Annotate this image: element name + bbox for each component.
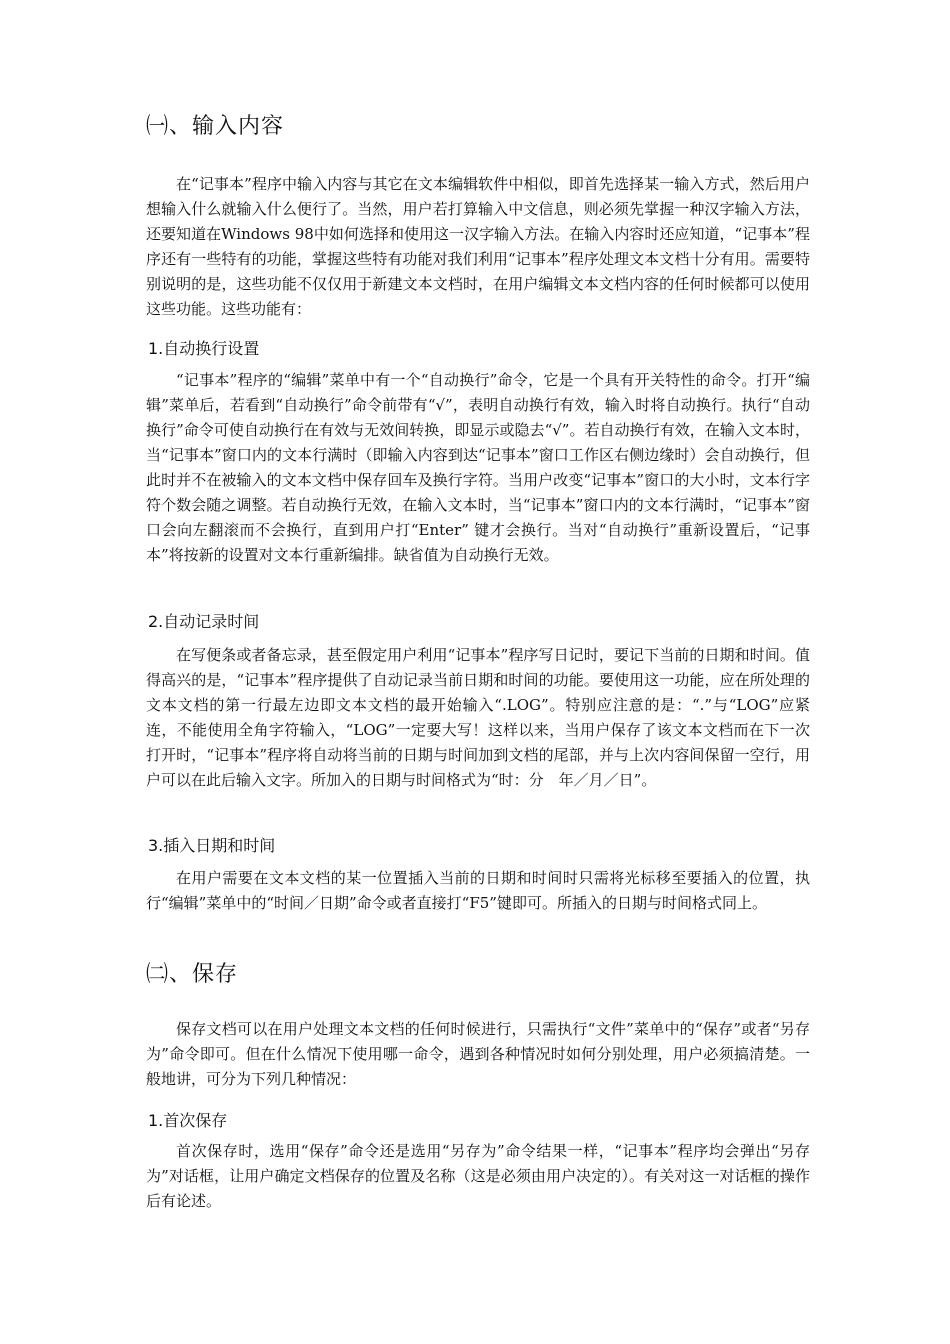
subsection-body-insert-datetime: 在用户需要在文本文档的某一位置插入当前的日期和时间时只需将光标移至要插入的位置，执行“编辑”菜单中的“时间／日期”命令或者直接打“F5”键即可。所插入的日期与时间格式同上。: [146, 869, 810, 912]
subsection-body-autolog: 在写便条或者备忘录，甚至假定用户利用“记事本”程序写日记时，要记下当前的日期和时间。值得高兴的是，“记事本”程序提供了自动记录当前日期和时间的功能。要使用这一功能，应在所处理的文本文档的第一行最左边即文本文档的最开始输入“.LOG”。特别应注意的是：“.”与“LOG”应紧连，不能使用全角字符输入，“LOG”一定要大写！这样以来，当用户保存了该文本文档而在下一次打开时，“记事本”程序将自动将当前的日期与时间加到文档的尾部，并与上次内容间保留一空行，用户可以在此后输入文字。所加入的日期与时间格式为“时：分 年／月／日”。: [146, 646, 810, 789]
subsection-title-first-save: 1.首次保存: [148, 1111, 228, 1130]
subsection-title-autolog: 2.自动记录时间: [148, 612, 260, 631]
subsection-title-insert-datetime: 3.插入日期和时间: [148, 836, 276, 855]
subsection-title-autowrap: 1.自动换行设置: [148, 339, 260, 358]
subsection-body-autowrap: “记事本”程序的“编辑”菜单中有一个“自动换行”命令，它是一个具有开关特性的命令。打开“编辑”菜单后，若看到“自动换行”命令前带有“√”，表明自动换行有效，输入时将自动换行。执行“自动换行”命令可使自动换行在有效与无效间转换，即显示或隐去“√”。若自动换行有效，在输入文本时，当“记事本”窗口内的文本行满时（即输入内容到达“记事本”窗口工作区右侧边缘时）会自动换行，但此时并不在被输入的文本文档中保存回车及换行字符。当用户改变“记事本”窗口的大小时，文本行字符个数会随之调整。若自动换行无效，在输入文本时，当“记事本”窗口内的文本行满时，“记事本”窗口会向左翻滚而不会换行，直到用户打“Enter” 键才会换行。当对“自动换行”重新设置后，“记事本”将按新的设置对文本行重新编排。缺省值为自动换行无效。: [146, 371, 810, 564]
section-intro-save: 保存文档可以在用户处理文本文档的任何时候进行，只需执行“文件”菜单中的“保存”或者“另存为”命令即可。但在什么情况下使用哪一命令，遇到各种情况时如何分别处理，用户必须搞清楚。一般地讲，可分为下列几种情况：: [146, 1020, 810, 1088]
section-intro-input: 在“记事本”程序中输入内容与其它在文本编辑软件中相似，即首先选择某一输入方式，然后用户想输入什么就输入什么便行了。当然，用户若打算输入中文信息，则必须先掌握一种汉字输入方法，还要知道在Windows 98中如何选择和使用这一汉字输入方法。在输入内容时还应知道，“记事本”程序还有一些特有的功能，掌握这些特有功能对我们利用“记事本”程序处理文本文档十分有用。需要特别说明的是，这些功能不仅仅用于新建文本文档时，在用户编辑文本文档内容的任何时候都可以使用这些功能。这些功能有：: [146, 175, 810, 318]
section-title-input: ㈠、输入内容: [146, 114, 285, 139]
section-title-save: ㈡、保存: [146, 962, 239, 987]
subsection-body-first-save: 首次保存时，选用“保存”命令还是选用“另存为”命令结果一样，“记事本”程序均会弹出“另存为”对话框，让用户确定文档保存的位置及名称（这是必须由用户决定的）。有关对这一对话框的操作后有论述。: [146, 1142, 810, 1210]
